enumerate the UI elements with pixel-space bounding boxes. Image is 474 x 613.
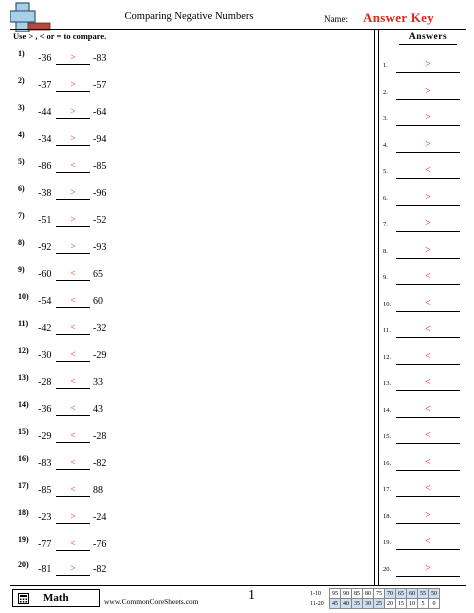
answer-symbol: < [425, 536, 431, 547]
right-number: -52 [93, 215, 107, 226]
answer-blank [56, 280, 90, 281]
problem-row [14, 346, 354, 364]
problem-row [14, 211, 354, 229]
right-number: 65 [93, 269, 103, 280]
answer-line [396, 443, 460, 444]
answer-blank [56, 64, 90, 65]
answer-symbol: > [425, 59, 431, 70]
left-number: -86 [38, 161, 52, 172]
right-number: -93 [93, 242, 107, 253]
right-number: 43 [93, 404, 103, 415]
answer-number: 3. [383, 115, 388, 122]
left-number: -77 [38, 539, 52, 550]
problem-row [14, 508, 354, 526]
score-cell: 80 [363, 589, 374, 599]
answer-line [396, 125, 460, 126]
left-number: -36 [38, 404, 52, 415]
answer-row [383, 458, 469, 472]
page-number: 1 [248, 588, 255, 603]
problem-row [14, 265, 354, 283]
problem-number: 11) [18, 319, 29, 328]
comparison-symbol: < [70, 430, 76, 440]
score-row-label: 1-10 [310, 590, 321, 597]
answer-number: 10. [383, 300, 392, 308]
answer-number: 11. [383, 327, 391, 334]
answer-number: 15. [383, 433, 392, 440]
comparison-symbol: > [70, 241, 76, 251]
answer-blank [56, 523, 90, 524]
answer-row [383, 325, 469, 339]
problem-number: 1) [18, 49, 25, 58]
answer-symbol: < [425, 377, 431, 388]
score-table [310, 588, 440, 609]
score-cell: 60 [407, 589, 418, 599]
answer-symbol: > [425, 138, 431, 150]
answers-heading: Answers [408, 32, 448, 42]
problem-row [14, 76, 354, 94]
left-number: -37 [38, 80, 52, 91]
right-number: -57 [93, 80, 107, 91]
plus-cross-logo-icon [10, 2, 52, 32]
right-number: -76 [93, 539, 107, 550]
right-number: -24 [93, 512, 107, 523]
answer-blank [56, 91, 90, 92]
right-number: -32 [93, 323, 107, 334]
right-number: -28 [93, 431, 107, 442]
score-cell: 30 [363, 599, 374, 609]
answer-row [383, 405, 469, 419]
answer-row [383, 193, 469, 207]
answer-symbol: > [425, 509, 431, 521]
calculator-icon [18, 593, 29, 604]
website-url: www.CommonCoreSheets.com [104, 597, 199, 606]
comparison-symbol: > [70, 187, 76, 197]
problem-number: 20) [18, 560, 29, 569]
answer-row [383, 113, 469, 127]
answers-heading-underline [399, 44, 457, 45]
left-number: -51 [38, 215, 52, 226]
comparison-symbol: < [70, 322, 76, 332]
answer-blank [56, 199, 90, 200]
problem-number: 3) [18, 103, 25, 112]
problem-row [14, 427, 354, 445]
comparison-symbol: < [70, 538, 76, 548]
left-number: -54 [38, 296, 52, 307]
right-number: -83 [93, 53, 107, 64]
problem-row [14, 130, 354, 148]
right-number: -94 [93, 134, 107, 145]
answer-line [396, 205, 460, 206]
answer-row [383, 378, 469, 392]
answer-blank [56, 307, 90, 308]
comparison-symbol: < [70, 349, 76, 359]
worksheet-title: Comparing Negative Numbers [124, 11, 254, 22]
left-number: -85 [38, 485, 52, 496]
score-cell: 40 [341, 599, 352, 609]
subject-badge [12, 589, 100, 607]
answer-symbol: > [425, 112, 431, 123]
score-cell: 10 [407, 599, 418, 609]
answer-number: 18. [383, 512, 392, 520]
score-row [310, 589, 440, 599]
answer-line [396, 390, 460, 391]
problem-row [14, 157, 354, 175]
answer-number: 1. [383, 62, 388, 69]
problem-row [14, 535, 354, 553]
answer-line [396, 72, 460, 73]
problem-number: 16) [18, 454, 29, 463]
answer-symbol: < [425, 271, 431, 282]
comparison-symbol: > [70, 214, 76, 224]
problem-row [14, 184, 354, 202]
answer-line [396, 99, 460, 100]
answer-row [383, 272, 469, 286]
answer-symbol: > [425, 244, 431, 256]
answer-symbol: < [425, 324, 431, 335]
left-number: -42 [38, 323, 52, 334]
answer-blank [56, 145, 90, 146]
comparison-symbol: < [70, 268, 76, 278]
left-number: -38 [38, 188, 52, 199]
problem-number: 4) [18, 130, 25, 139]
score-cell: 50 [429, 589, 440, 599]
score-cell: 55 [418, 589, 429, 599]
answer-blank [56, 550, 90, 551]
problem-number: 9) [18, 265, 25, 274]
answer-symbol: > [425, 191, 431, 203]
score-cell: 45 [330, 599, 341, 609]
problem-number: 6) [18, 184, 25, 193]
comparison-symbol: < [70, 160, 76, 170]
left-number: -92 [38, 242, 52, 253]
comparison-symbol: > [70, 52, 76, 62]
score-cell: 85 [352, 589, 363, 599]
answer-number: 7. [383, 221, 388, 228]
answer-line [396, 284, 460, 285]
right-number: -85 [93, 161, 107, 172]
left-number: -44 [38, 107, 52, 118]
answer-blank [56, 415, 90, 416]
comparison-symbol: < [70, 457, 76, 467]
answer-line [396, 364, 460, 365]
score-cell: 20 [385, 599, 396, 609]
comparison-symbol: < [70, 376, 76, 386]
answer-line [396, 417, 460, 418]
left-number: -36 [38, 53, 52, 64]
left-number: -28 [38, 377, 52, 388]
problem-number: 5) [18, 157, 25, 166]
comparison-symbol: < [70, 295, 76, 305]
answer-number: 17. [383, 486, 392, 493]
header-rule [10, 29, 466, 30]
right-number: -82 [93, 458, 107, 469]
answer-number: 2. [383, 88, 388, 96]
left-number: -34 [38, 134, 52, 145]
answer-number: 19. [383, 539, 392, 546]
answer-blank [56, 253, 90, 254]
problem-row [14, 292, 354, 310]
answer-number: 8. [383, 247, 388, 255]
answer-line [396, 311, 460, 312]
left-number: -81 [38, 564, 52, 575]
right-number: -29 [93, 350, 107, 361]
score-cell: 25 [374, 599, 385, 609]
answer-row [383, 564, 469, 578]
answer-symbol: < [425, 456, 431, 468]
problem-row [14, 454, 354, 472]
answer-line [396, 337, 460, 338]
answer-line [396, 152, 460, 153]
answer-row [383, 140, 469, 154]
problem-row [14, 560, 354, 578]
answer-key-label: Answer Key [363, 10, 435, 25]
answer-row [383, 60, 469, 74]
right-number: -96 [93, 188, 107, 199]
answer-line [396, 576, 460, 577]
comparison-symbol: > [70, 106, 76, 116]
answer-number: 5. [383, 168, 388, 175]
answer-row [383, 299, 469, 313]
score-row [310, 599, 440, 609]
answer-symbol: < [425, 165, 431, 176]
answer-line [396, 231, 460, 232]
answer-symbol: > [425, 218, 431, 229]
score-cell: 5 [418, 599, 429, 609]
score-cell: 95 [330, 589, 341, 599]
problem-number: 18) [18, 508, 29, 517]
left-number: -23 [38, 512, 52, 523]
instructions: Use > , < or = to compare. [13, 31, 107, 41]
problem-number: 13) [18, 373, 29, 382]
answer-symbol: < [425, 403, 431, 415]
answer-line [396, 496, 460, 497]
answer-row [383, 166, 469, 180]
right-number: 60 [93, 296, 103, 307]
answer-row [383, 87, 469, 101]
score-cell: 70 [385, 589, 396, 599]
problem-row [14, 373, 354, 391]
answer-number: 12. [383, 353, 392, 361]
answer-line [396, 549, 460, 550]
answer-row [383, 431, 469, 445]
problem-number: 19) [18, 535, 29, 544]
comparison-symbol: < [70, 484, 76, 494]
problem-number: 2) [18, 76, 25, 85]
answer-symbol: < [425, 297, 431, 309]
name-label: Name: [324, 14, 348, 24]
right-number: 88 [93, 485, 103, 496]
subject-label: Math [43, 592, 69, 604]
score-cell: 75 [374, 589, 385, 599]
answer-line [396, 258, 460, 259]
comparison-symbol: > [70, 133, 76, 143]
problem-row [14, 49, 354, 67]
answer-blank [56, 388, 90, 389]
footer-rule [10, 585, 466, 586]
problem-number: 8) [18, 238, 25, 247]
left-number: -83 [38, 458, 52, 469]
problem-number: 14) [18, 400, 29, 409]
answer-symbol: < [425, 483, 431, 494]
column-divider [374, 29, 375, 585]
answer-number: 6. [383, 194, 388, 202]
answer-blank [56, 575, 90, 576]
problem-row [14, 319, 354, 337]
answer-line [396, 178, 460, 179]
answer-number: 20. [383, 565, 392, 573]
answer-number: 14. [383, 406, 392, 414]
score-row-label: 11-20 [310, 600, 324, 607]
answer-line [396, 523, 460, 524]
answer-blank [56, 361, 90, 362]
answer-symbol: < [425, 350, 431, 362]
problem-number: 17) [18, 481, 29, 490]
problem-number: 12) [18, 346, 29, 355]
right-number: -64 [93, 107, 107, 118]
answer-number: 4. [383, 141, 388, 149]
comparison-symbol: < [70, 403, 76, 413]
answer-number: 16. [383, 459, 392, 467]
answer-symbol: < [425, 430, 431, 441]
problem-number: 15) [18, 427, 29, 436]
problem-row [14, 238, 354, 256]
answer-line [396, 470, 460, 471]
answer-symbol: > [425, 562, 431, 574]
answer-blank [56, 172, 90, 173]
answer-blank [56, 496, 90, 497]
score-cell: 35 [352, 599, 363, 609]
answer-row [383, 219, 469, 233]
answer-row [383, 484, 469, 498]
left-number: -29 [38, 431, 52, 442]
problem-number: 7) [18, 211, 25, 220]
score-cell: 90 [341, 589, 352, 599]
comparison-symbol: > [70, 563, 76, 573]
answer-number: 9. [383, 274, 388, 281]
score-cell: 65 [396, 589, 407, 599]
answer-blank [56, 334, 90, 335]
column-divider [378, 29, 379, 585]
answer-blank [56, 118, 90, 119]
right-number: 33 [93, 377, 103, 388]
right-number: -82 [93, 564, 107, 575]
score-cell: 15 [396, 599, 407, 609]
problem-row [14, 481, 354, 499]
answer-blank [56, 226, 90, 227]
comparison-symbol: > [70, 79, 76, 89]
score-cell: 0 [429, 599, 440, 609]
left-number: -60 [38, 269, 52, 280]
answer-blank [56, 469, 90, 470]
answer-row [383, 537, 469, 551]
answer-symbol: > [425, 85, 431, 97]
problem-row [14, 103, 354, 121]
answer-row [383, 246, 469, 260]
problem-row [14, 400, 354, 418]
left-number: -30 [38, 350, 52, 361]
answer-blank [56, 442, 90, 443]
answer-row [383, 352, 469, 366]
comparison-symbol: > [70, 511, 76, 521]
answer-number: 13. [383, 380, 392, 387]
answer-row [383, 511, 469, 525]
problem-number: 10) [18, 292, 29, 301]
